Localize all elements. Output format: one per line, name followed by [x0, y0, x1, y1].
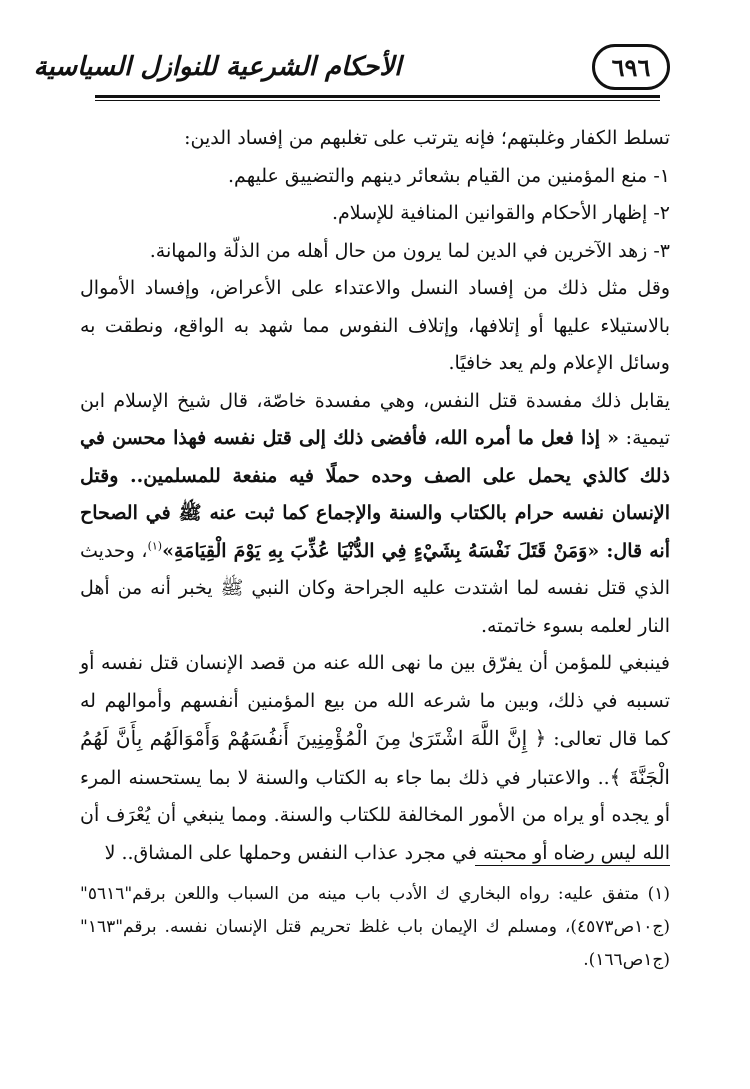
main-text [80, 120, 670, 864]
conclusion-text-b: .. والاعتبار في ذلك بما جاء به الكتاب والسنة لا بما يستحسنه المرء أو يجده أو يراه من الأمور المخالفة للكتاب والسنة. ومما ينبغي أن يُعْرَف أن الله ليس رضاه أو محبته في مجرد عذاب النفس وحملها على المشاق.. لا [80, 766, 670, 864]
paragraph-quote [80, 383, 670, 646]
running-header-title: الأحكام الشرعية للنوازل السياسية [33, 52, 402, 82]
header-rule-thin [95, 100, 660, 101]
header-rule [95, 95, 660, 98]
conclusion-text-a: فينبغي للمؤمن أن يفرّق بين ما نهى الله عنه من قصد الإنسان قتل نفسه أو تسببه في ذلك، وبين ما شرعه الله من بيع المؤمنين أنفسهم وأموالهم له كما قال تعالى: [80, 652, 670, 750]
footnote-ref: (١) [147, 539, 163, 553]
paragraph-conclusion [80, 645, 670, 872]
quran-verse: ﴿ إِنَّ اللَّهَ اشْتَرَىٰ مِنَ الْمُؤْمِنِينَ أَنفُسَهُمْ وَأَمْوَالَهُم بِأَنَّ لَهُمُ الْجَنَّةَ ﴾ [80, 726, 670, 789]
footnote-separator [475, 865, 670, 866]
list-item-3: ٣- زهد الآخرين في الدين لما يرون من حال أهله من الذلّة والمهانة. [149, 239, 670, 262]
ibn-taymiyya-quote: « إذا فعل ما أمره الله، فأفضى ذلك إلى قتل نفسه فهذا محسن في ذلك كالذي يحمل على الصف وحده حملًا فيه منفعة للمسلمين.. وقتل الإنسان نفسه حرام بالكتاب والسنة والإجماع كما ثبت عنه ﷺ في الصحاح أنه قال: «وَمَنْ قَتَلَ نَفْسَهُ بِشَيْءٍ فِي الدُّنْيَا عُذِّبَ بِهِ يَوْمَ الْقِيَامَةِ» [80, 427, 670, 562]
quote-intro: يقابل ذلك مفسدة قتل النفس، وهي مفسدة خاصّة، قال شيخ الإسلام ابن تيمية: [80, 389, 670, 449]
paragraph-corruption: وقل مثل ذلك من إفساد النسل والاعتداء على الأعراض، وإفساد الأموال بالاستيلاء عليها أو إتلافها، وإتلاف النفوس مما شهد به الواقع، ونطقت به وسائل الإعلام ولم يعد خافيًا. [80, 277, 670, 374]
page-number: ٦٩٦ [592, 44, 670, 90]
footnote-1: (١) متفق عليه: رواه البخاري ك الأدب باب مينه من السباب واللعن برقم"٥٦١٦" (ج١٠ص٤٥٧٣)، ومسلم ك الإيمان باب غلظ تحريم قتل الإنسان نفسه. برقم"١٦٣" (ج١ص١٦٦). [80, 884, 670, 970]
quote-continuation: ، وحديث الذي قتل نفسه لما اشتدت عليه الجراحة وكان النبي ﷺ يخبر أنه من أهل النار لعلمه بسوء خاتمته. [80, 539, 670, 637]
footnotes [80, 878, 670, 988]
paragraph-intro: تسلط الكفار وغلبتهم؛ فإنه يترتب على تغلبهم من إفساد الدين: [184, 127, 670, 149]
list-item-1: ١- منع المؤمنين من القيام بشعائر دينهم والتضييق عليهم. [228, 164, 670, 187]
list-item-2: ٢- إظهار الأحكام والقوانين المنافية للإسلام. [331, 202, 670, 224]
